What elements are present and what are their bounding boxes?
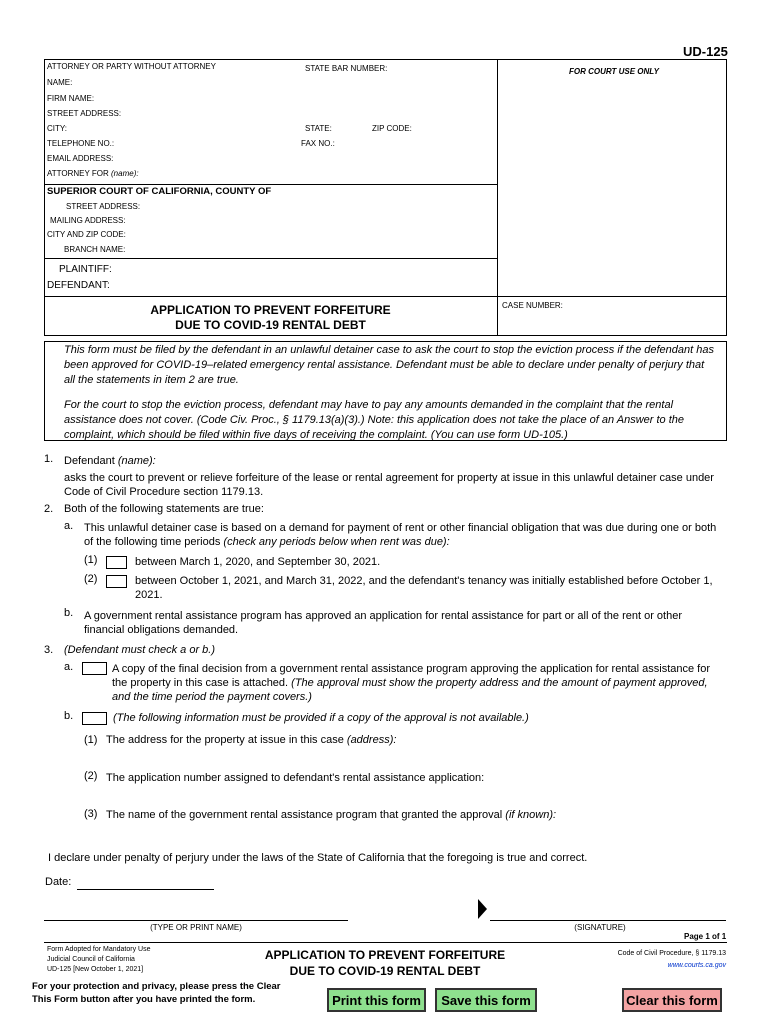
code-citation: Code of Civil Procedure, § 1179.13 (617, 950, 726, 957)
item3-text: (Defendant must check a or b.) (64, 644, 216, 656)
item2-opt1-number: (1) (84, 554, 98, 566)
state-bar-label: STATE BAR NUMBER: (305, 64, 388, 73)
item1-label: Defendant (name): (64, 455, 156, 467)
attorney-for-label: ATTORNEY FOR (name): (47, 169, 139, 178)
privacy-notice: For your protection and privacy, please press the Clear This Form button after you have printed the form. (32, 981, 281, 1005)
item3b-sub3-number: (3) (84, 808, 98, 820)
notice-paragraph-1: This form must be filed by the defendant in an unlawful detainer case to ask the court to stop the eviction process if the defendant has been approved for COVID-19–related emergency rental assistance. Defendant must be able to declare under penalty of perjury that all the statements in item 2 are true. (64, 344, 714, 386)
item2a-text: This unlawful detainer case is based on a demand for payment of rent or other financial obligation that was due during one or both of the following time periods (check any periods below when rent was due): (84, 522, 717, 548)
page-number: Page 1 of 1 (684, 932, 727, 941)
email-label: EMAIL ADDRESS: (47, 154, 114, 163)
item2-opt1-text: between March 1, 2020, and September 30, 2021. (135, 556, 381, 568)
signature-line[interactable] (490, 920, 726, 921)
clear-button[interactable]: Clear this form (622, 988, 722, 1012)
fax-label: FAX NO.: (301, 139, 335, 148)
date-line[interactable] (77, 889, 214, 890)
type-name-label: (TYPE OR PRINT NAME) (150, 923, 242, 932)
form-title: APPLICATION TO PREVENT FORFEITURE DUE TO COVID-19 RENTAL DEBT (150, 303, 391, 332)
item2-opt2-number: (2) (84, 573, 98, 585)
date-label: Date: (45, 876, 72, 888)
item2-text: Both of the following statements are true: (64, 503, 264, 515)
court-title: SUPERIOR COURT OF CALIFORNIA, COUNTY OF (47, 186, 272, 197)
item2-opt2-text: between October 1, 2021, and March 31, 2022, and the defendant's tenancy was initially established before October 1, 2021. (135, 575, 713, 601)
courts-url-link[interactable]: www.courts.ca.gov (667, 962, 726, 969)
item1-number: 1. (44, 453, 54, 465)
item3b-text: (The following information must be provided if a copy of the approval is not available.) (113, 712, 529, 724)
name-line[interactable] (44, 920, 348, 921)
period1-checkbox[interactable] (106, 556, 127, 569)
city-label: CITY: (47, 124, 68, 133)
period2-checkbox[interactable] (106, 575, 127, 588)
attorney-label: ATTORNEY OR PARTY WITHOUT ATTORNEY (47, 62, 216, 71)
arrow-icon (478, 899, 487, 919)
adopted-info: Form Adopted for Mandatory Use Judicial Council of California UD-125 [New October 1, 2021] (47, 946, 151, 973)
zip-label: ZIP CODE: (372, 124, 412, 133)
item3b-sub1-number: (1) (84, 734, 98, 746)
item2b-text: A government rental assistance program has approved an application for rental assistance for part or all of the rent or other financial obligations demanded. (84, 610, 682, 636)
item3b-sub1-text: The address for the property at issue in this case (address): (106, 734, 397, 746)
item3a-checkbox[interactable] (82, 662, 107, 675)
footer-title: APPLICATION TO PREVENT FORFEITURE DUE TO COVID-19 RENTAL DEBT (264, 948, 506, 978)
declaration-text: I declare under penalty of perjury under the laws of the State of California that the foregoing is true and correct. (48, 852, 588, 864)
item3b-sub2-number: (2) (84, 770, 98, 782)
firm-label: FIRM NAME: (47, 94, 95, 103)
court-branch-label: BRANCH NAME: (64, 245, 126, 254)
item1-text: asks the court to prevent or relieve forfeiture of the lease or rental agreement for property at issue in this unlawful detainer case under Code of Civil Procedure section 1179.13. (64, 472, 714, 498)
notice-paragraph-2: For the court to stop the eviction process, defendant may have to pay any amounts demanded in the complaint that the rental assistance does not cover. (Code Civ. Proc., § 1179.13(a)(3).) Note: this application does not take the place of an Answer to the complaint, which should be filed within five days of receiving the complaint. (You can use form UD-105.) (64, 399, 685, 441)
court-mailing-label: MAILING ADDRESS: (50, 216, 126, 225)
case-number-label: CASE NUMBER: (502, 301, 563, 310)
item3b-checkbox[interactable] (82, 712, 107, 725)
item3a-label: a. (64, 661, 74, 673)
item2-number: 2. (44, 503, 54, 515)
street-label: STREET ADDRESS: (47, 109, 122, 118)
save-button[interactable]: Save this form (435, 988, 537, 1012)
item2b-label: b. (64, 607, 74, 619)
item3a-text: A copy of the final decision from a government rental assistance program approving the application for rental assistance for the property in this case is attached. (The approval must show the property address and the amount of payment approved, and the time period the payment covers.) (112, 663, 710, 703)
court-street-label: STREET ADDRESS: (66, 202, 141, 211)
item3b-label: b. (64, 710, 74, 722)
item2a-label: a. (64, 520, 74, 532)
phone-label: TELEPHONE NO.: (47, 139, 115, 148)
plaintiff-label: PLAINTIFF: (59, 264, 112, 275)
item3b-sub3-text: The name of the government rental assistance program that granted the approval (if known): (106, 809, 557, 821)
name-label: NAME: (47, 78, 73, 87)
court-use-label: FOR COURT USE ONLY (569, 67, 659, 76)
state-label: STATE: (305, 124, 332, 133)
signature-label: (SIGNATURE) (574, 923, 626, 932)
print-button[interactable]: Print this form (327, 988, 426, 1012)
defendant-label: DEFENDANT: (47, 280, 110, 291)
item3-number: 3. (44, 644, 54, 656)
court-city-label: CITY AND ZIP CODE: (47, 230, 126, 239)
form-id: UD-125 (683, 44, 728, 59)
item3b-sub2-text: The application number assigned to defendant's rental assistance application: (106, 772, 485, 784)
